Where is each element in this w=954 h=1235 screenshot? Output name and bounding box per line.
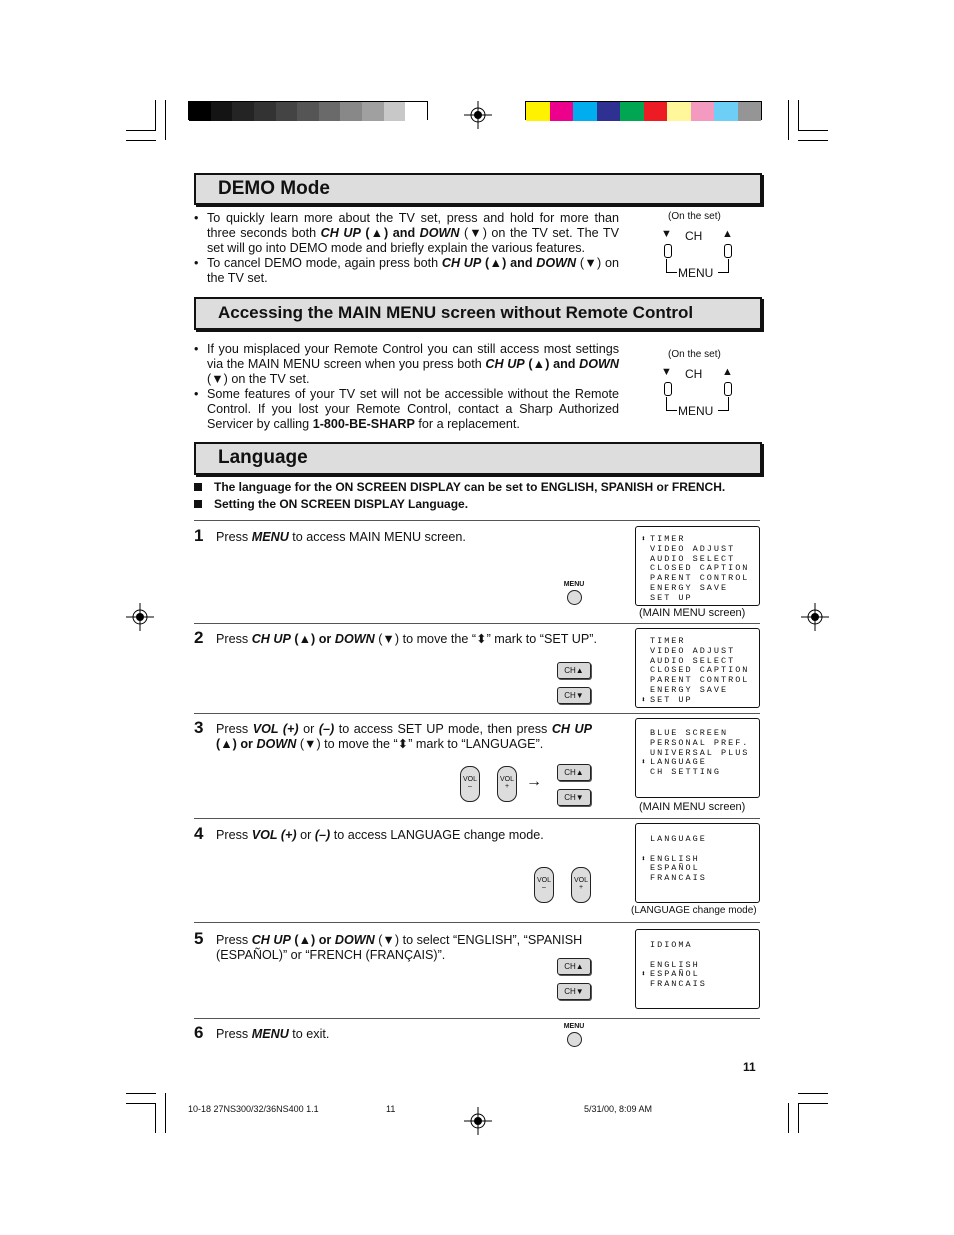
- section-title: Accessing the MAIN MENU screen without Remote Control: [218, 303, 694, 322]
- bracket-icon: [666, 259, 677, 273]
- up-triangle-icon: ▲: [722, 228, 733, 240]
- ch-down-button[interactable]: CH▼: [557, 687, 591, 704]
- divider: [194, 818, 760, 819]
- calibration-swatch: [319, 102, 341, 121]
- calibration-swatch: [297, 102, 319, 121]
- calibration-swatch: [573, 102, 597, 121]
- button-circle-icon: [567, 590, 582, 605]
- on-set-caption: (On the set): [668, 211, 721, 222]
- calibration-swatch: [384, 102, 406, 121]
- crop-mark: [155, 1103, 156, 1133]
- step-number: 3: [194, 718, 204, 737]
- calibration-swatch: [667, 102, 691, 121]
- crop-mark: [798, 140, 828, 141]
- step-2-text: Press CH UP (▲) or DOWN (▼) to move the “⬍” mark to “SET UP”.: [216, 632, 597, 646]
- section-heading-access: [194, 297, 762, 330]
- registration-mark-icon: [801, 603, 829, 631]
- calibration-swatch: [276, 102, 298, 121]
- access-bullet-2: • Some features of your TV set will not be accessible without the Remote Control. If you lost your Remote Control, contact a Sharp Authorized Servicer by calling 1-800-BE-SHARP for a replacement.: [194, 387, 619, 432]
- bracket-icon: [666, 397, 677, 411]
- calibration-swatch: [340, 102, 362, 121]
- registration-mark-icon: [464, 101, 492, 129]
- calibration-swatch: [691, 102, 715, 121]
- crop-mark: [126, 140, 156, 141]
- step-number: 6: [194, 1023, 204, 1042]
- divider: [194, 1018, 760, 1019]
- square-bullet-icon: [194, 500, 202, 508]
- step-number: 4: [194, 824, 204, 843]
- registration-mark-icon: [464, 1107, 492, 1135]
- calibration-swatch: [232, 102, 254, 121]
- registration-mark-icon: [126, 603, 154, 631]
- osd-main-menu-screen: TIMER VIDEO ADJUST AUDIO SELECT CLOSED CAPTION PARENT CONTROL ENERGY SAVE ⬍ SET UP: [635, 628, 760, 708]
- square-bullet-icon: [194, 483, 202, 491]
- calibration-swatch: [211, 102, 233, 121]
- calibration-swatch: [405, 102, 427, 121]
- footer-file-info: 10-18 27NS300/32/36NS400 1.1: [188, 1104, 319, 1114]
- divider: [194, 520, 760, 521]
- calibration-swatch: [550, 102, 574, 121]
- page-number: 11: [743, 1060, 756, 1074]
- ch-up-button[interactable]: CH▲: [557, 958, 591, 975]
- divider: [194, 623, 760, 624]
- step-3-text: Press VOL (+) or (–) to access SET UP mode, then press CH UP (▲) or DOWN (▼) to move the “⬍” mark to “LANGUAGE”.: [216, 722, 593, 751]
- calibration-swatch: [620, 102, 644, 121]
- on-set-diagram: [658, 349, 738, 421]
- ch-label: CH: [685, 367, 703, 381]
- ch-down-button[interactable]: CH▼: [557, 789, 591, 806]
- crop-mark: [126, 1103, 156, 1104]
- crop-mark: [798, 1103, 828, 1104]
- step-number: 2: [194, 628, 204, 647]
- calibration-swatch: [254, 102, 276, 121]
- ch-up-button[interactable]: CH▲: [557, 662, 591, 679]
- osd-caption: (MAIN MENU screen): [639, 607, 746, 619]
- crop-mark: [126, 1093, 156, 1094]
- ch-down-button[interactable]: CH▼: [557, 983, 591, 1000]
- menu-label: MENU: [678, 266, 714, 280]
- down-triangle-icon: ▼: [661, 228, 672, 240]
- vol-plus-button[interactable]: VOL +: [571, 867, 591, 903]
- calibration-swatch: [526, 102, 550, 121]
- footer-page: 11: [386, 1104, 396, 1114]
- osd-caption: (LANGUAGE change mode): [631, 905, 757, 916]
- ch-label: CH: [685, 229, 703, 243]
- section-heading-demo: [194, 173, 762, 205]
- osd-setup-screen: BLUE SCREEN PERSONAL PREF. UNIVERSAL PLUS ⬍ LANGUAGE CH SETTING: [635, 718, 760, 798]
- vol-plus-button[interactable]: VOL +: [497, 766, 517, 802]
- section-title: Language: [218, 447, 308, 468]
- vol-minus-button[interactable]: VOL –: [460, 766, 480, 802]
- divider: [194, 922, 760, 923]
- crop-mark: [788, 100, 789, 140]
- divider: [194, 713, 760, 714]
- osd-main-menu-screen: ⬍ TIMER VIDEO ADJUST AUDIO SELECT CLOSED CAPTION PARENT CONTROL ENERGY SAVE SET UP: [635, 526, 760, 606]
- osd-caption: (MAIN MENU screen): [639, 801, 746, 813]
- step-number: 1: [194, 526, 204, 545]
- set-button-icon: [724, 382, 732, 396]
- access-bullet-1: • If you misplaced your Remote Control you can still access most settings via the MAIN MENU screen when you press both CH UP (▲) and DOWN (▼) on the TV set.: [194, 342, 619, 387]
- crop-mark: [155, 100, 156, 130]
- section-title: DEMO Mode: [218, 178, 330, 199]
- calibration-swatch: [362, 102, 384, 121]
- access-body: [194, 342, 619, 432]
- bracket-icon: [718, 397, 729, 411]
- calibration-swatch: [597, 102, 621, 121]
- menu-label: MENU: [678, 404, 714, 418]
- down-triangle-icon: ▼: [661, 366, 672, 378]
- crop-mark: [788, 1103, 789, 1133]
- crop-mark: [165, 100, 166, 140]
- bracket-icon: [718, 259, 729, 273]
- set-button-icon: [724, 244, 732, 258]
- menu-button[interactable]: MENU: [560, 581, 588, 605]
- calibration-swatch: [189, 102, 211, 121]
- osd-idioma-screen: IDIOMA ENGLISH ⬍ ESPAÑOL FRANCAIS: [635, 929, 760, 1009]
- on-set-diagram: [658, 211, 738, 283]
- language-note-1: The language for the ON SCREEN DISPLAY can be set to ENGLISH, SPANISH or FRENCH.: [194, 480, 725, 494]
- crop-mark: [798, 1093, 828, 1094]
- language-note-2: Setting the ON SCREEN DISPLAY Language.: [194, 497, 468, 511]
- crop-mark: [126, 130, 156, 131]
- demo-bullet-1: • To quickly learn more about the TV set, press and hold for more than three seconds both CH UP (▲) and DOWN (▼) on the TV set. The TV set will go into DEMO mode and briefly explain the various features.: [194, 211, 619, 256]
- ch-up-button[interactable]: CH▲: [557, 764, 591, 781]
- step-6-text: Press MENU to exit.: [216, 1027, 330, 1041]
- crop-mark: [798, 100, 799, 130]
- menu-button[interactable]: MENU: [560, 1023, 588, 1047]
- set-button-icon: [664, 244, 672, 258]
- arrow-right-icon: →: [526, 773, 542, 790]
- calibration-swatch: [738, 102, 762, 121]
- crop-mark: [165, 1093, 166, 1133]
- step-5-text: Press CH UP (▲) or DOWN (▼) to select “ENGLISH”, “SPANISH (ESPAÑOL)” or “FRENCH (FRANÇAIS)”.: [216, 933, 583, 962]
- grey-calibration-bar: [188, 101, 428, 120]
- calibration-swatch: [714, 102, 738, 121]
- set-button-icon: [664, 382, 672, 396]
- up-triangle-icon: ▲: [722, 366, 733, 378]
- calibration-swatch: [644, 102, 668, 121]
- step-number: 5: [194, 929, 204, 948]
- on-set-caption: (On the set): [668, 349, 721, 360]
- crop-mark: [798, 130, 828, 131]
- osd-language-screen: LANGUAGE ⬍ ENGLISH ESPAÑOL FRANCAIS: [635, 823, 760, 903]
- footer-timestamp: 5/31/00, 8:09 AM: [584, 1104, 653, 1114]
- vol-minus-button[interactable]: VOL –: [534, 867, 554, 903]
- crop-mark: [798, 1103, 799, 1133]
- section-heading-language: [194, 442, 762, 475]
- demo-body: [194, 211, 619, 286]
- color-calibration-bar: [525, 101, 762, 120]
- step-1-text: Press MENU to access MAIN MENU screen.: [216, 530, 466, 544]
- demo-bullet-2: • To cancel DEMO mode, again press both CH UP (▲) and DOWN (▼) on the TV set.: [194, 256, 619, 286]
- step-4-text: Press VOL (+) or (–) to access LANGUAGE change mode.: [216, 828, 544, 842]
- button-circle-icon: [567, 1032, 582, 1047]
